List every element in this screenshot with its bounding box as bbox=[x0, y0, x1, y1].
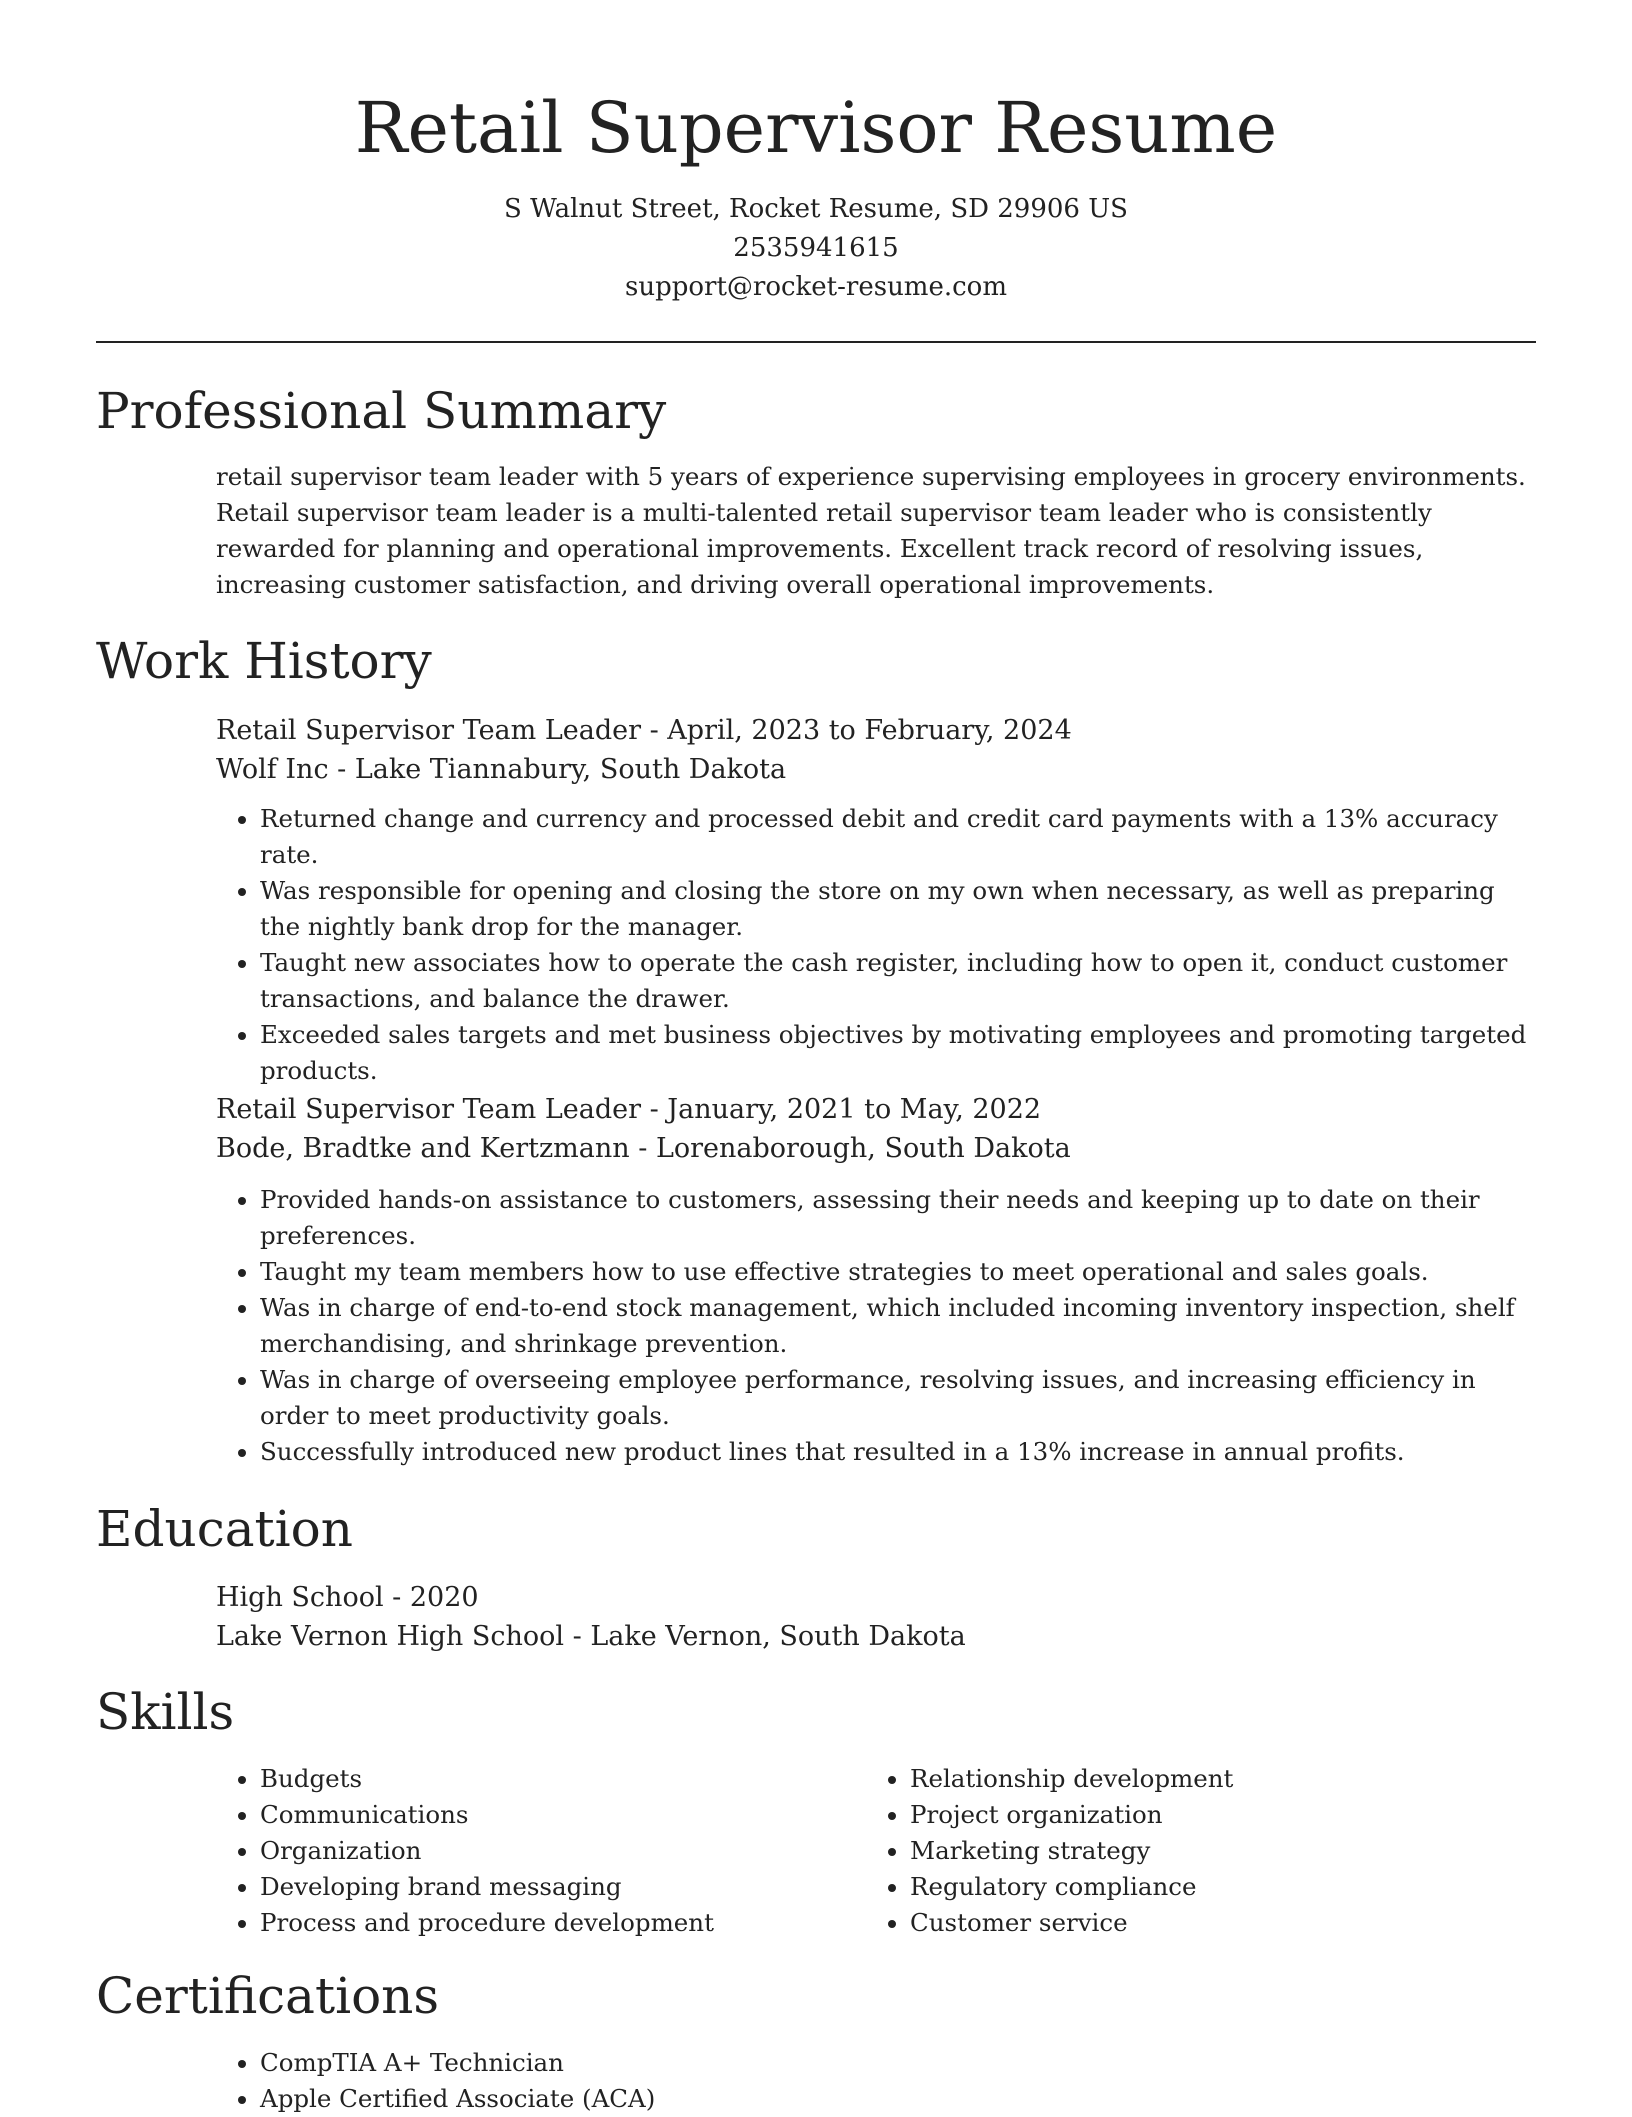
job-entry bbox=[216, 1090, 1536, 1470]
employer-location: - Lorenaborough, South Dakota bbox=[629, 1133, 1071, 1164]
header-divider bbox=[96, 341, 1536, 343]
resume-header bbox=[0, 80, 1632, 307]
skills-left-list bbox=[216, 1761, 866, 1941]
contact-phone: 2535941615 bbox=[733, 233, 899, 263]
employer-name: Bode, Bradtke and Kertzmann bbox=[216, 1133, 630, 1164]
degree: High School bbox=[216, 1582, 384, 1613]
employer-name: Wolf Inc bbox=[216, 754, 329, 785]
resume-title: Retail Supervisor Resume bbox=[354, 87, 1278, 169]
job-bullet: • Returned change and currency and processed debit and credit card payments with a 13% accuracy rate. bbox=[260, 801, 1536, 873]
job-title: Retail Supervisor Team Leader bbox=[216, 715, 641, 746]
job-bullet: • Provided hands-on assistance to customers, assessing their needs and keeping up to date on their preferences. bbox=[260, 1182, 1536, 1254]
summary-text: retail supervisor team leader with 5 years of experience supervising employees in grocery environments. Retail supervisor team leader is a multi-talented retail supervisor team leader who is consistently rewarded for planning and operational improvements. Excellent track record of resolving issues, increasing customer satisfaction, and driving overall operational improvements. bbox=[216, 462, 1526, 599]
education-heading: Education bbox=[96, 1500, 353, 1558]
skill-item: • Organization bbox=[260, 1833, 866, 1869]
job-dates: - April, 2023 to February, 2024 bbox=[641, 715, 1072, 746]
job-bullet: • Was responsible for opening and closing the store on my own when necessary, as well as preparing the nightly bank drop for the manager. bbox=[260, 873, 1536, 945]
job-title-line bbox=[216, 711, 1536, 750]
skill-item: • Customer service bbox=[910, 1905, 1516, 1941]
school-line bbox=[216, 1617, 1536, 1656]
skills-column-right bbox=[866, 1761, 1516, 1941]
skill-item: • Regulatory compliance bbox=[910, 1869, 1516, 1905]
job-title-line bbox=[216, 1090, 1536, 1129]
skill-item: • Relationship development bbox=[910, 1761, 1516, 1797]
job-bullet: • Was in charge of end-to-end stock management, which included incoming inventory inspection, shelf merchandising, and shrinkage prevention. bbox=[260, 1290, 1536, 1362]
education-entry bbox=[216, 1578, 1536, 1656]
job-bullets bbox=[216, 801, 1536, 1089]
job-title: Retail Supervisor Team Leader bbox=[216, 1094, 641, 1125]
employer-location: - Lake Tiannabury, South Dakota bbox=[328, 754, 787, 785]
job-bullet: • Taught new associates how to operate the cash register, including how to open it, conduct customer transactions, and balance the drawer. bbox=[260, 945, 1536, 1017]
contact-address: S Walnut Street, Rocket Resume, SD 29906 US bbox=[504, 194, 1128, 224]
certification-item: • CompTIA A+ Technician bbox=[260, 2045, 1536, 2081]
school-name: Lake Vernon High School bbox=[216, 1621, 565, 1652]
certifications-list bbox=[216, 2045, 1536, 2117]
job-bullet: • Exceeded sales targets and met business objectives by motivating employees and promoting targeted products. bbox=[260, 1017, 1536, 1089]
certifications-heading: Certifications bbox=[96, 1967, 440, 2025]
summary-heading: Professional Summary bbox=[96, 382, 667, 440]
graduation-year: - 2020 bbox=[383, 1582, 479, 1613]
skill-item: • Communications bbox=[260, 1797, 866, 1833]
summary-block bbox=[216, 459, 1536, 603]
work-history-heading: Work History bbox=[96, 632, 432, 690]
employer-line bbox=[216, 750, 1536, 789]
job-bullet: • Successfully introduced new product lines that resulted in a 13% increase in annual profits. bbox=[260, 1434, 1536, 1470]
skill-item: • Marketing strategy bbox=[910, 1833, 1516, 1869]
certifications-block bbox=[216, 2045, 1536, 2117]
job-bullets bbox=[216, 1182, 1536, 1470]
skill-item: • Budgets bbox=[260, 1761, 866, 1797]
skills-column-left bbox=[216, 1761, 866, 1941]
skills-heading: Skills bbox=[96, 1683, 235, 1741]
contact-email: support@rocket-resume.com bbox=[624, 272, 1007, 302]
skills-list bbox=[216, 1761, 1536, 1941]
certification-item: • Apple Certified Associate (ACA) bbox=[260, 2081, 1536, 2117]
job-bullet: • Taught my team members how to use effective strategies to meet operational and sales goals. bbox=[260, 1254, 1536, 1290]
job-dates: - January, 2021 to May, 2022 bbox=[641, 1094, 1042, 1125]
skill-item: • Project organization bbox=[910, 1797, 1516, 1833]
job-entry bbox=[216, 711, 1536, 1089]
employer-line bbox=[216, 1129, 1536, 1168]
school-location: - Lake Vernon, South Dakota bbox=[564, 1621, 966, 1652]
degree-line bbox=[216, 1578, 1536, 1617]
job-bullet: • Was in charge of overseeing employee performance, resolving issues, and increasing efficiency in order to meet productivity goals. bbox=[260, 1362, 1536, 1434]
skills-right-list bbox=[866, 1761, 1516, 1941]
skill-item: • Developing brand messaging bbox=[260, 1869, 866, 1905]
skill-item: • Process and procedure development bbox=[260, 1905, 866, 1941]
